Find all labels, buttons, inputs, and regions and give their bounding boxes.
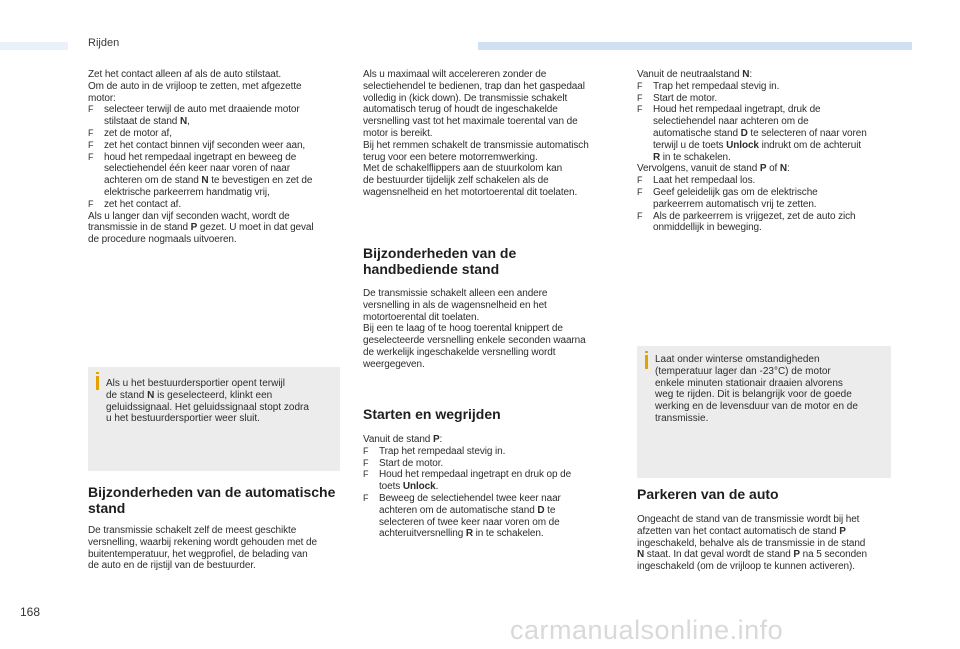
- text-line: Houd het rempedaal ingetrapt en druk op de: [379, 469, 572, 481]
- text-line: motortoerental dit toelaten.: [363, 311, 480, 323]
- bullet-icon: F: [637, 186, 643, 197]
- col2-kickdown-paragraph: [363, 69, 627, 199]
- text-line: de procedure nogmaals uitvoeren.: [88, 234, 237, 246]
- text-line: ingeschakeld (om de vrijloop te kunnen activeren).: [637, 561, 855, 573]
- gear-letter: N: [637, 549, 645, 561]
- text-line: Houd het rempedaal ingetrapt, druk de: [653, 104, 821, 116]
- text-line: [363, 434, 627, 446]
- text-line: onmiddellijk in beweging.: [653, 222, 762, 234]
- list-item: [88, 199, 348, 211]
- page-number: 168: [20, 605, 41, 619]
- bullet-icon: F: [363, 469, 369, 480]
- text-line: stilstaat de stand: [104, 116, 180, 128]
- gear-letter: N: [742, 69, 750, 80]
- text-line: versnelling in als de wagensnelheid en het: [363, 299, 547, 311]
- info-note-winter: [637, 346, 891, 478]
- list-item: [88, 104, 348, 128]
- bullet-icon: F: [637, 80, 643, 91]
- list-item: [637, 93, 899, 105]
- text-line: (temperatuur lager dan -23°C) de motor: [655, 365, 831, 377]
- list-item: [637, 104, 899, 163]
- text-line: geluidssignaal. Het geluidssignaal stopt zodra: [106, 401, 309, 413]
- heading-manual-mode: [363, 245, 627, 277]
- list-item: [88, 140, 348, 152]
- text-line: selecteer terwijl de auto met draaiende motor: [104, 104, 300, 116]
- text-span: :: [439, 434, 443, 445]
- list-item: [637, 211, 899, 235]
- heading-line: Parkeren van de auto: [637, 486, 779, 502]
- text-line: [637, 549, 899, 561]
- text-span: :: [787, 163, 790, 175]
- text-span: achteruitversnelling: [379, 528, 466, 540]
- text-line: selecteren of twee keer naar voren om de: [379, 516, 560, 528]
- text-span: .: [435, 481, 439, 493]
- text-span: in te schakelen.: [472, 528, 544, 540]
- text-line: De transmissie schakelt alleen een andere: [363, 288, 548, 299]
- text-line: terug voor een betere motorremwerking.: [363, 151, 538, 163]
- heading-line: Bijzonderheden van de automatische: [88, 484, 336, 500]
- list-item: [637, 81, 899, 93]
- section-title: Rijden: [88, 37, 120, 49]
- text-line: elektrische parkeerrem handmatig vrij,: [104, 186, 270, 198]
- text-line: automatisch terug of houdt de ingeschakelde: [363, 104, 558, 116]
- list-item: [637, 175, 899, 187]
- text-line: [88, 222, 348, 234]
- text-line: Ongeacht de stand van de transmissie wordt bij het: [637, 514, 860, 525]
- text-line: achteren om de stand: [104, 175, 202, 187]
- text-span: automatische stand: [653, 127, 741, 139]
- text-line: Bij het remmen schakelt de transmissie automatisch: [363, 139, 589, 151]
- bullet-icon: F: [363, 492, 369, 503]
- text-line: Trap het rempedaal stevig in.: [379, 445, 506, 457]
- text-line: de auto en de rijstijl van de bestuurder.: [88, 560, 256, 572]
- list-item: [637, 187, 899, 211]
- text-line: Geef geleidelijk gas om de elektrische: [653, 186, 818, 198]
- text-span: Vervolgens, vanuit de stand: [637, 163, 760, 175]
- text-line: te bevestigen en zet de: [208, 175, 313, 187]
- bullet-icon: F: [637, 210, 643, 221]
- text-line: weergegeven.: [363, 358, 425, 370]
- col3-neutral-paragraph: [637, 69, 899, 234]
- gear-letter: N: [179, 116, 188, 128]
- text-line: ingeschakeld, behalve als de transmissie in de stand: [637, 537, 866, 549]
- heading-line: stand: [88, 500, 126, 516]
- text-line: [637, 69, 899, 81]
- bullet-icon: F: [637, 104, 643, 115]
- list-item: [363, 493, 627, 540]
- text-line: volledig in (kick down). De transmissie schakelt: [363, 92, 568, 104]
- text-span: afzetten van het contact automatisch de stand: [637, 525, 840, 537]
- text-line: zet het contact af.: [104, 198, 182, 210]
- text-line: transmissie.: [655, 412, 709, 424]
- gear-letter: R: [465, 528, 473, 540]
- text-line: Als de parkeerrem is vrijgezet, zet de auto zich: [653, 210, 856, 222]
- heading-parking: [637, 486, 899, 502]
- text-line: Als u langer dan vijf seconden wacht, wordt de: [88, 210, 290, 222]
- text-line: buitentemperatuur, het wegprofiel, de belading van: [88, 548, 308, 560]
- text-span: indrukt om de achteruit: [758, 139, 861, 151]
- text-line: Laat het rempedaal los.: [653, 175, 756, 187]
- text-line: Trap het rempedaal stevig in.: [653, 80, 780, 92]
- text-span: is geselecteerd, klinkt een: [154, 389, 273, 401]
- header-bar: [0, 42, 960, 50]
- text-span: :: [749, 69, 753, 80]
- gear-letter: D: [740, 127, 748, 139]
- text-line: u het bestuurdersportier weer sluit.: [106, 413, 260, 425]
- text-span: transmissie in de stand: [88, 222, 191, 234]
- text-line: parkeerrem automatisch vrij te zetten.: [653, 198, 817, 210]
- gear-letter: N: [201, 175, 209, 187]
- text-line: [637, 526, 899, 538]
- text-span: staat. In dat geval wordt de stand: [644, 549, 794, 561]
- col2-starting-paragraph: [363, 434, 627, 540]
- text-line: [637, 163, 899, 175]
- gear-letter: P: [839, 525, 846, 537]
- text-span: of: [766, 163, 780, 175]
- info-note-door: [88, 367, 340, 471]
- text-line: [106, 390, 336, 402]
- info-icon: [645, 355, 648, 369]
- list-item: [363, 446, 627, 458]
- text-span: de stand: [106, 389, 148, 401]
- text-line: motor:: [88, 92, 116, 104]
- note-text: [106, 378, 336, 425]
- bullet-icon: F: [363, 445, 369, 456]
- text-line: Als u maximaal wilt accelereren zonder de: [363, 69, 547, 80]
- text-line: Als u het bestuurdersportier opent terwijl: [106, 378, 285, 389]
- list-item: [88, 152, 348, 199]
- col1-intro-paragraph: [88, 69, 348, 246]
- bullet-icon: F: [88, 139, 94, 150]
- bullet-icon: F: [363, 457, 369, 468]
- text-span: achteren om de automatische stand: [379, 504, 538, 516]
- bullet-icon: F: [88, 127, 94, 138]
- text-line: motor is bereikt.: [363, 127, 433, 139]
- gear-letter: N: [147, 389, 155, 401]
- gear-letter: D: [537, 504, 545, 516]
- note-text: [655, 354, 887, 425]
- text-span: Vanuit de stand: [363, 434, 433, 445]
- heading-starting: [363, 406, 627, 422]
- list-item: [363, 469, 627, 493]
- text-line: geselecteerde versnelling enkele seconden waarna: [363, 335, 586, 347]
- bullet-icon: F: [88, 151, 94, 162]
- gear-letter: P: [190, 222, 198, 234]
- text-line: Om de auto in de vrijloop te zetten, met afgezette: [88, 80, 302, 92]
- text-line: houd het rempedaal ingetrapt en beweeg de: [104, 151, 297, 163]
- text-line: Met de schakelflippers aan de stuurkolom kan: [363, 163, 563, 175]
- text-line: weg te rijden. Dit is belangrijk voor de goede: [655, 389, 852, 401]
- text-span: terwijl u de toets: [653, 139, 727, 151]
- gear-letter: P: [432, 434, 440, 445]
- text-line: selectiehendel naar achteren om de: [653, 116, 809, 128]
- text-span: te: [544, 504, 556, 516]
- text-span: gezet. U moet in dat geval: [197, 222, 314, 234]
- heading-line: handbediende stand: [363, 261, 500, 277]
- text-line: Bij een te laag of te hoog toerental knippert de: [363, 323, 563, 335]
- text-line: de bestuurder tijdelijk zelf schakelen als de: [363, 175, 549, 187]
- list-item: [88, 128, 348, 140]
- text-line: selectiehendel te bedienen, trap dan het gaspedaal: [363, 80, 585, 92]
- heading-line: Starten en wegrijden: [363, 406, 501, 422]
- text-line: ,: [187, 116, 190, 128]
- bullet-icon: F: [88, 104, 94, 115]
- text-line: Laat onder winterse omstandigheden: [655, 354, 820, 365]
- header-bar-left: [0, 42, 68, 50]
- watermark: carmanualsonline.info: [510, 615, 784, 645]
- text-span: te selecteren of naar voren: [747, 127, 867, 139]
- text-span: na 5 seconden: [799, 549, 867, 561]
- text-line: versnelling vast tot het maximale toerental van de: [363, 116, 578, 128]
- bullet-icon: F: [88, 198, 94, 209]
- text-line: wagensnelheid en het motortoerental dit toelaten.: [363, 186, 578, 198]
- text-line: enkele minuten stationair draaien alvorens: [655, 377, 843, 389]
- bullet-icon: F: [637, 92, 643, 103]
- text-span: toets: [379, 481, 403, 493]
- key-label: Unlock: [726, 139, 759, 151]
- heading-automatic-mode: [88, 484, 348, 516]
- gear-letter: P: [793, 549, 800, 561]
- gear-letter: R: [653, 151, 661, 163]
- list-item: [363, 458, 627, 470]
- text-line: zet het contact binnen vijf seconden weer aan,: [104, 139, 306, 151]
- text-line: Beweeg de selectiehendel twee keer naar: [379, 492, 561, 504]
- text-line: versnelling, waarbij rekening wordt gehouden met de: [88, 536, 317, 548]
- text-line: Zet het contact alleen af als de auto stilstaat.: [88, 69, 282, 80]
- text-span: in te schakelen.: [660, 151, 731, 163]
- text-line: de werkelijk ingeschakelde versnelling wordt: [363, 346, 556, 358]
- header-bar-right: [478, 42, 912, 50]
- text-line: De transmissie schakelt zelf de meest geschikte: [88, 525, 297, 536]
- text-line: Start de motor.: [379, 457, 444, 469]
- key-label: Unlock: [402, 481, 436, 493]
- text-line: zet de motor af,: [104, 127, 172, 139]
- gear-letter: N: [779, 163, 788, 175]
- text-line: Start de motor.: [653, 92, 718, 104]
- info-icon: [96, 376, 99, 390]
- heading-line: Bijzonderheden van de: [363, 245, 517, 261]
- col3-parking-paragraph: [637, 514, 899, 573]
- text-span: Vanuit de neutraalstand: [637, 69, 743, 80]
- text-line: werking en de levensduur van de motor en de: [655, 401, 858, 413]
- gear-letter: P: [759, 163, 767, 175]
- col2-manual-paragraph: [363, 288, 627, 371]
- bullet-icon: F: [637, 175, 643, 186]
- col1-automatic-paragraph: [88, 525, 348, 572]
- text-line: selectiehendel één keer naar voren of naar: [104, 163, 290, 175]
